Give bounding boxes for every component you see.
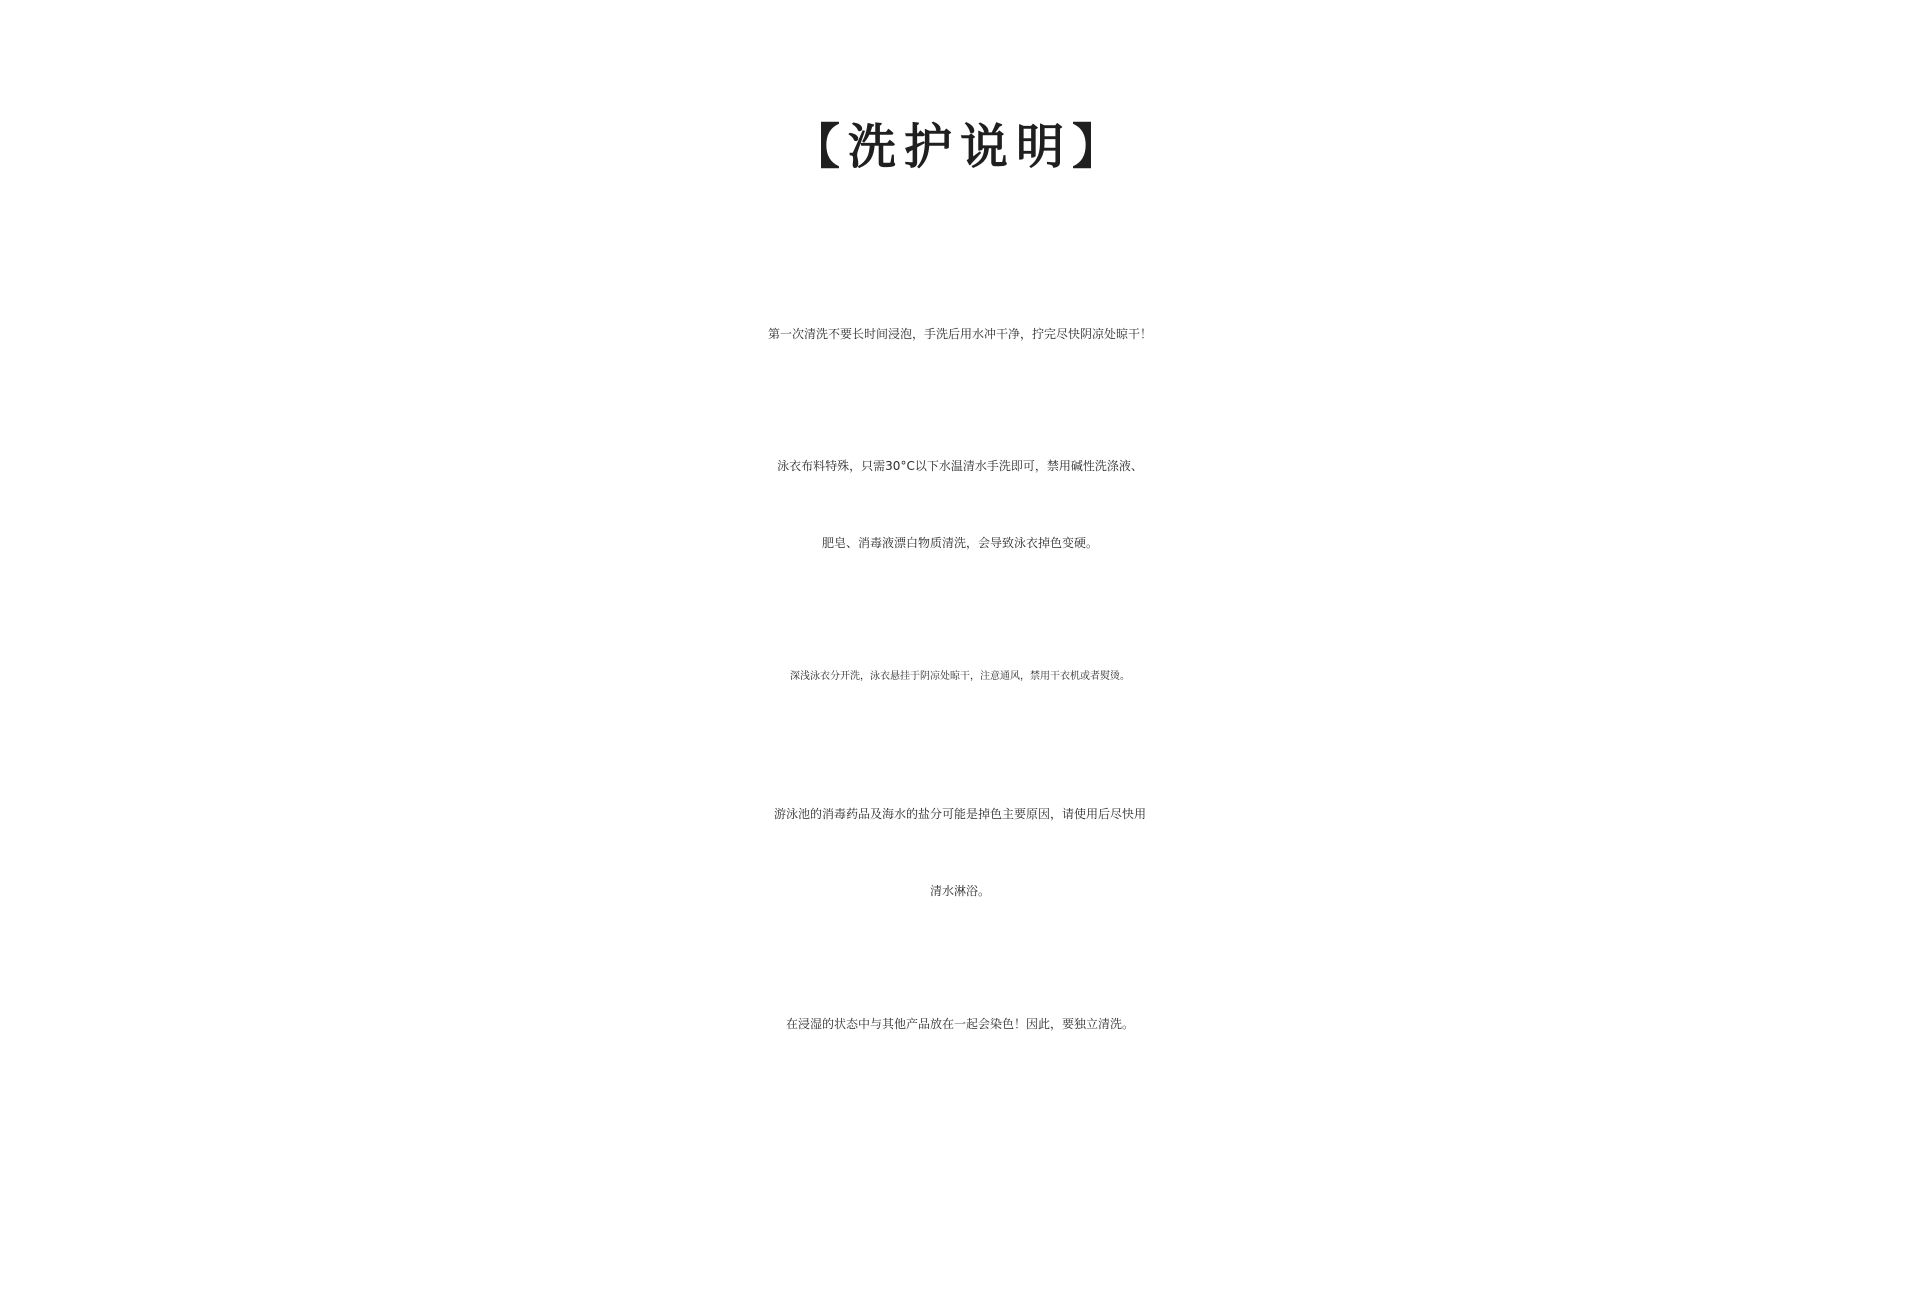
instruction-line: 泳衣布料特殊，只需30°C以下水温清水手洗即可，禁用碱性洗涤液、 <box>777 459 1143 473</box>
instruction-line: 第一次清洗不要长时间浸泡，手洗后用水冲干净，拧完尽快阴凉处晾干！ <box>767 327 1152 341</box>
instruction-paragraph-first-wash <box>0 296 1920 373</box>
instruction-line: 深浅泳衣分开洗，泳衣悬挂于阴凉处晾干，注意通风，禁用干衣机或者熨烫。 <box>790 671 1130 682</box>
instruction-line: 在浸湿的状态中与其他产品放在一起会染色！因此，要独立清洗。 <box>785 1017 1134 1031</box>
instruction-paragraph-pool-water <box>0 776 1920 930</box>
instruction-paragraph-fabric <box>0 428 1920 582</box>
instruction-paragraph-separate-wash <box>0 638 1920 715</box>
instruction-paragraph-dye-transfer <box>0 986 1920 1063</box>
instruction-line: 游泳池的消毒药品及海水的盐分可能是掉色主要原因，请使用后尽快用 <box>773 807 1146 821</box>
instruction-line: 清水淋浴。 <box>929 884 990 898</box>
instruction-line: 肥皂、消毒液漂白物质清洗，会导致泳衣掉色变硬。 <box>821 536 1098 550</box>
page-title: 【洗护说明】 <box>791 119 1128 175</box>
